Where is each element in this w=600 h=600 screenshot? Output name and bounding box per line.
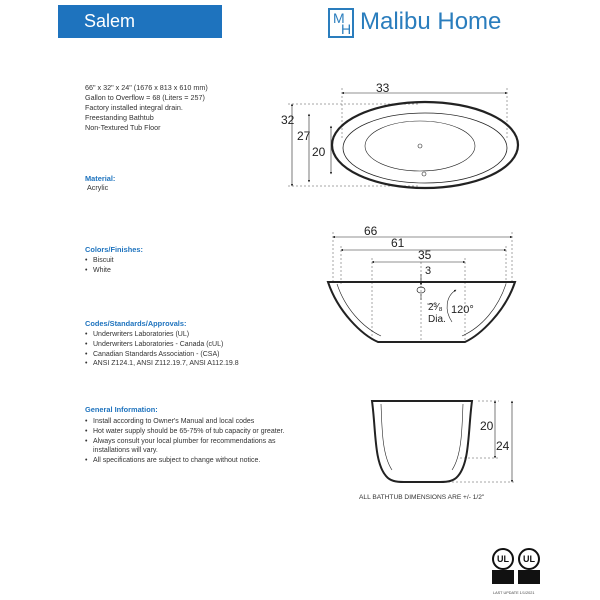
last-update-label: LAST UPDATE 1/1/2021 bbox=[493, 591, 535, 595]
list-item: • Canadian Standards Association - (CSA) bbox=[85, 350, 239, 360]
tub-front-outline bbox=[328, 282, 515, 342]
spec-line: Gallon to Overflow = 68 (Liters = 257) bbox=[85, 93, 205, 102]
ul-label-block bbox=[492, 570, 514, 584]
list-item: • All specifications are subject to change without notice. bbox=[85, 456, 300, 466]
codes-heading: Codes/Standards/Approvals: bbox=[85, 319, 187, 328]
spec-line: Factory installed integral drain. bbox=[85, 103, 183, 112]
angle-label: 120° bbox=[451, 304, 474, 316]
drain-dia-label: Dia. bbox=[428, 314, 446, 325]
list-item: • Biscuit bbox=[85, 256, 114, 266]
spec-line: 66" x 32" x 24" (1676 x 813 x 610 mm) bbox=[85, 83, 208, 92]
material-value: Acrylic bbox=[87, 183, 109, 192]
ul-logo-icon: UL bbox=[492, 548, 514, 570]
overflow-icon bbox=[422, 172, 426, 176]
tub-basin bbox=[365, 121, 475, 171]
list-item: • Underwriters Laboratories (UL) bbox=[85, 330, 239, 340]
dim-label: 35 bbox=[418, 248, 432, 262]
dim-label: 61 bbox=[391, 236, 405, 250]
product-title: Salem bbox=[84, 11, 136, 31]
tub-side-outline bbox=[372, 401, 472, 482]
logo-mark-m: M bbox=[333, 10, 345, 26]
ul-label-block bbox=[518, 570, 540, 584]
dim-label: 32 bbox=[281, 113, 295, 127]
tolerance-note: ALL BATHTUB DIMENSIONS ARE +/- 1/2" bbox=[359, 494, 485, 501]
drain-icon bbox=[418, 144, 422, 148]
cul-certification-badge bbox=[518, 548, 540, 584]
dim-label: 20 bbox=[312, 145, 326, 159]
ul-logo-icon: UL bbox=[518, 548, 540, 570]
list-item: • Always consult your local plumber for recommendations as installations will vary. bbox=[85, 437, 300, 457]
drain-size-label: 2³⁄₈ bbox=[428, 302, 443, 313]
dim-label: 33 bbox=[376, 81, 390, 95]
list-item: • White bbox=[85, 266, 114, 276]
spec-line: Non-Textured Tub Floor bbox=[85, 123, 161, 132]
list-item: • Hot water supply should be 65-75% of tub capacity or greater. bbox=[85, 427, 300, 437]
dim-label: 27 bbox=[297, 129, 311, 143]
list-item: • ANSI Z124.1, ANSI Z112.19.7, ANSI A112.19.8 bbox=[85, 359, 239, 369]
general-heading: General Information: bbox=[85, 405, 158, 414]
dim-label: 20 bbox=[480, 419, 494, 433]
logo-mark-h: H bbox=[341, 21, 352, 37]
spec-line: Freestanding Bathtub bbox=[85, 113, 154, 122]
brand-name: Malibu Home bbox=[360, 8, 502, 35]
side-view-drawing bbox=[372, 401, 516, 482]
top-view-drawing bbox=[288, 88, 518, 188]
tub-outer-rim bbox=[332, 102, 518, 188]
list-item: • Install according to Owner's Manual and local codes bbox=[85, 417, 300, 427]
dim-label: 3 bbox=[425, 265, 432, 277]
dim-label: 66 bbox=[364, 224, 378, 238]
ul-certification-badge bbox=[492, 548, 514, 584]
list-item: • Underwriters Laboratories - Canada (cUL) bbox=[85, 340, 239, 350]
dim-label: 24 bbox=[496, 439, 510, 453]
material-heading: Material: bbox=[85, 174, 116, 183]
colors-heading: Colors/Finishes: bbox=[85, 245, 143, 254]
